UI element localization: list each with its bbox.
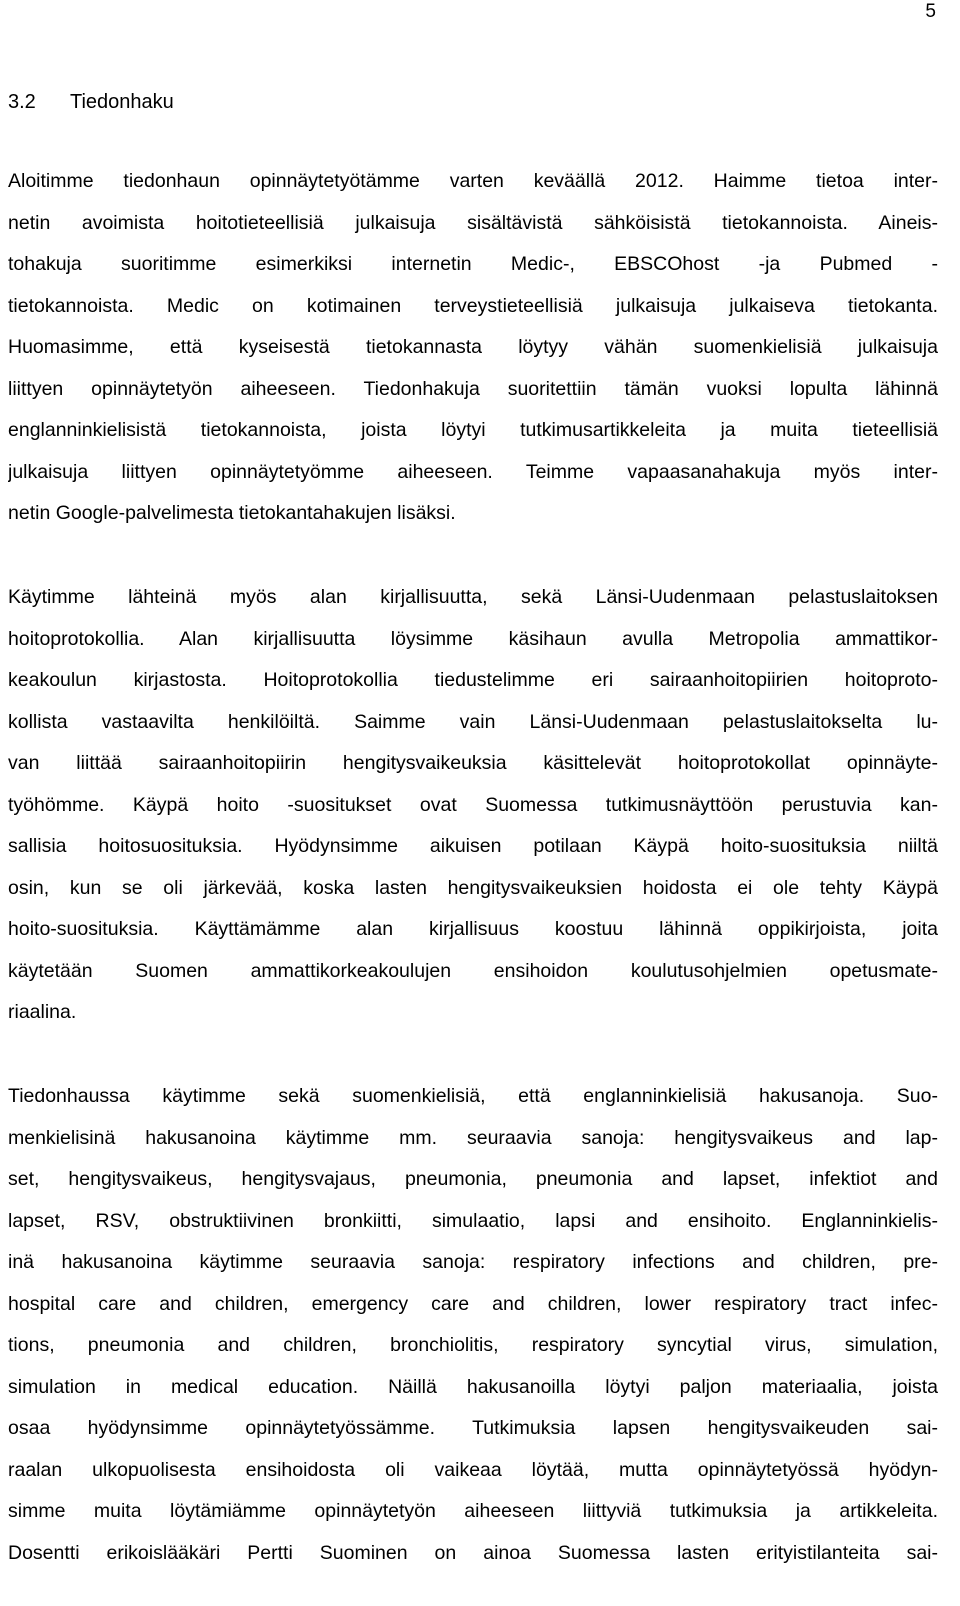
text-line: tohakuja suoritimme esimerkiksi internetin Medic-, EBSCOhost -ja Pubmed - bbox=[8, 253, 938, 275]
text-line: kollista vastaavilta henkilöiltä. Saimme vain Länsi-Uudenmaan pelastuslaitokselta lu- bbox=[8, 710, 938, 733]
text-line: Käytimme lähteinä myös alan kirjallisuutta, sekä Länsi-Uudenmaan pelastuslaitoksen bbox=[8, 586, 938, 608]
text-line: riaalina. bbox=[8, 1001, 77, 1023]
text-line: lapset, RSV, obstruktiivinen bronkiitti, simulaatio, lapsi and ensihoito. Englanninkielis- bbox=[8, 1209, 938, 1232]
text-line: tietokannoista. Medic on kotimainen terveystieteellisiä julkaisuja julkaiseva tietokanta. bbox=[8, 294, 938, 317]
text-line: tions, pneumonia and children, bronchiolitis, respiratory syncytial virus, simulation, bbox=[8, 1334, 938, 1356]
page-number: 5 bbox=[925, 1, 936, 22]
paragraph-search-databases bbox=[8, 161, 938, 535]
text-line: simme muita löytämiämme opinnäytetyön aiheeseen liittyviä tutkimuksia ja artikkeleita. bbox=[8, 1500, 938, 1522]
text-line: sallisia hoitosuosituksia. Hyödynsimme aikuisen potilaan Käypä hoito-suosituksia niiltä bbox=[8, 835, 938, 857]
text-line: käytetään Suomen ammattikorkeakoulujen ensihoidon koulutusohjelmien opetusmate- bbox=[8, 959, 938, 982]
text-line: hoitoprotokollia. Alan kirjallisuutta löysimme käsihaun avulla Metropolia ammattikor- bbox=[8, 627, 938, 650]
text-line: raalan ulkopuolisesta ensihoidosta oli vaikeaa löytää, mutta opinnäytetyössä hyödyn- bbox=[8, 1458, 938, 1481]
paragraph-search-terms bbox=[8, 1076, 938, 1574]
text-line: Dosentti erikoislääkäri Pertti Suominen on ainoa Suomessa lasten erityistilanteita sai- bbox=[8, 1541, 938, 1564]
text-line: Tiedonhaussa käytimme sekä suomenkielisiä, että englanninkielisiä hakusanoja. Suo- bbox=[8, 1085, 938, 1107]
text-line: netin avoimista hoitotieteellisiä julkaisuja sisältävistä sähköisistä tietokannoista. Aineis- bbox=[8, 211, 938, 234]
text-line: hospital care and children, emergency care and children, lower respiratory tract infec- bbox=[8, 1292, 938, 1315]
text-line: simulation in medical education. Näillä hakusanoilla löytyi paljon materiaalia, joista bbox=[8, 1375, 938, 1398]
text-line: hoito-suosituksia. Käyttämämme alan kirjallisuus koostuu lähinnä oppikirjoista, joita bbox=[8, 918, 938, 940]
text-line: englanninkielisistä tietokannoista, joista löytyi tutkimusartikkeleita ja muita tieteellisiä bbox=[8, 419, 938, 441]
text-line: menkielisinä hakusanoina käytimme mm. seuraavia sanoja: hengitysvaikeus and lap- bbox=[8, 1126, 938, 1149]
text-line: osaa hyödynsimme opinnäytetyössämme. Tutkimuksia lapsen hengitysvaikeuden sai- bbox=[8, 1417, 938, 1439]
section-title: Tiedonhaku bbox=[70, 91, 174, 113]
text-line: van liittää sairaanhoitopiirin hengitysvaikeuksia käsittelevät hoitoprotokollat opinnäyte- bbox=[8, 752, 938, 774]
text-line: Aloitimme tiedonhaun opinnäytetyötämme varten keväällä 2012. Haimme tietoa inter- bbox=[8, 170, 938, 192]
section-heading bbox=[8, 88, 174, 116]
text-line: liittyen opinnäytetyön aiheeseen. Tiedonhakuja suoritettiin tämän vuoksi lopulta lähinnä bbox=[8, 377, 938, 400]
text-line: Huomasimme, että kyseisestä tietokannasta löytyy vähän suomenkielisiä julkaisuja bbox=[8, 336, 938, 358]
text-line: julkaisuja liittyen opinnäytetyömme aiheeseen. Teimme vapaasanahakuja myös inter- bbox=[8, 460, 938, 483]
text-line: työhömme. Käypä hoito -suositukset ovat Suomessa tutkimusnäyttöön perustuvia kan- bbox=[8, 793, 938, 816]
text-line: osin, kun se oli järkevää, koska lasten hengitysvaikeuksien hoidosta ei ole tehty Käypä bbox=[8, 876, 938, 899]
text-line: set, hengitysvaikeus, hengitysvajaus, pneumonia, pneumonia and lapset, infektiot and bbox=[8, 1168, 938, 1190]
text-line: netin Google-palvelimesta tietokantahakujen lisäksi. bbox=[8, 502, 456, 524]
paragraph-literature-sources bbox=[8, 577, 938, 1034]
section-number: 3.2 bbox=[8, 91, 36, 113]
text-line: inä hakusanoina käytimme seuraavia sanoja: respiratory infections and children, pre- bbox=[8, 1251, 938, 1273]
text-line: keakoulun kirjastosta. Hoitoprotokollia tiedustelimme eri sairaanhoitopiirien hoitoproto- bbox=[8, 669, 938, 691]
